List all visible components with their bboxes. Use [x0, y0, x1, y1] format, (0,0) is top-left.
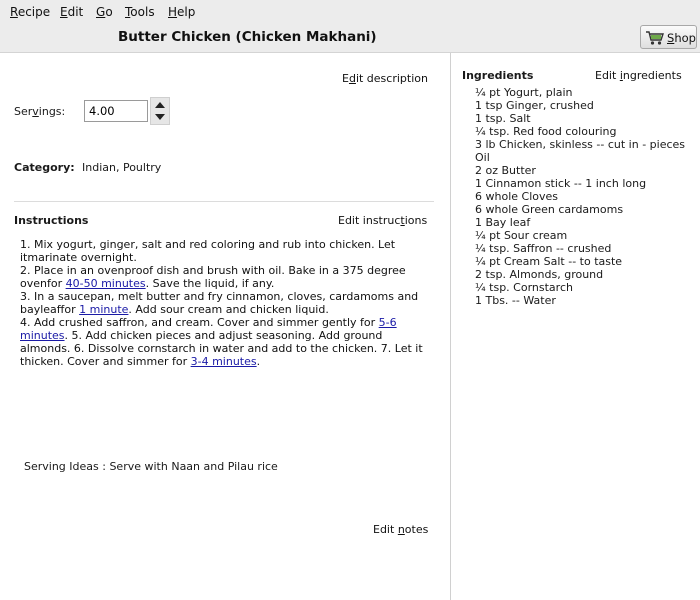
- recipe-header: [0, 24, 700, 53]
- ingredient-item: 1 Tbs. -- Water: [475, 294, 556, 307]
- instruction-text: . 5. Add chicken pieces and adjust seasoning. Add ground almonds. 6. Dissolve cornstarch in water and add to the chicken. 7. Let it thicken. Cover and simmer for: [20, 329, 423, 368]
- instruction-text: 3. In a saucepan, melt butter and fry cinnamon, cloves, cardamoms and bayleaffor: [20, 290, 419, 316]
- timer-link[interactable]: 1 minute: [79, 303, 129, 316]
- instruction-text: . Add sour cream and chicken liquid.: [128, 303, 329, 316]
- section-divider: [14, 201, 434, 202]
- edit-description-link[interactable]: Edit description: [342, 72, 428, 85]
- ingredient-item: 1 tsp. Salt: [475, 112, 531, 125]
- instruction-text: .: [256, 355, 261, 368]
- decrement-icon[interactable]: [155, 114, 165, 120]
- edit-instructions-link[interactable]: Edit instructions: [338, 214, 428, 227]
- ingredient-item: ¼ pt Cream Salt -- to taste: [475, 255, 623, 268]
- category-label: Category:: [14, 161, 75, 174]
- menu-go[interactable]: Go: [96, 5, 113, 19]
- edit-notes-link[interactable]: Edit notes: [373, 523, 429, 536]
- menu-help[interactable]: Help: [168, 5, 196, 19]
- menu-edit[interactable]: Edit: [60, 5, 84, 19]
- recipe-title: Butter Chicken (Chicken Makhani): [118, 29, 377, 45]
- ingredient-item: 6 whole Cloves: [475, 190, 558, 203]
- instruction-text: 1. Mix yogurt, ginger, salt and red coloring and rub into chicken. Let itmarinate overnight.: [20, 238, 396, 264]
- edit-ingredients-link[interactable]: Edit ingredients: [595, 69, 682, 82]
- ingredient-item: ¼ tsp. Cornstarch: [475, 281, 573, 294]
- ingredient-item: ¼ pt Sour cream: [475, 229, 568, 242]
- ingredients-heading: Ingredients: [462, 69, 534, 82]
- servings-spinner: [150, 97, 170, 125]
- instruction-text: 4. Add crushed saffron, and cream. Cover and simmer gently for: [20, 316, 379, 329]
- category-value: Indian, Poultry: [82, 161, 162, 174]
- servings-input[interactable]: [84, 100, 148, 122]
- shop-button[interactable]: [640, 25, 697, 49]
- menu-recipe[interactable]: Recipe: [10, 5, 51, 19]
- instruction-text: 2. Place in an ovenproof dish and brush with oil. Bake in a 375 degree ovenfor: [20, 264, 406, 290]
- timer-link[interactable]: 5-6 minutes: [20, 316, 397, 342]
- instructions-heading: Instructions: [14, 214, 89, 227]
- servings-label: Servings:: [14, 105, 66, 118]
- serving-ideas-note: Serving Ideas : Serve with Naan and Pilau rice: [24, 460, 278, 473]
- shopping-cart-icon: [645, 30, 665, 46]
- ingredient-item: 3 lb Chicken, skinless -- cut in - pieces Oil: [475, 138, 686, 164]
- ingredient-item: 1 Cinnamon stick -- 1 inch long: [475, 177, 647, 190]
- ingredient-item: ¼ tsp. Saffron -- crushed: [475, 242, 612, 255]
- increment-icon[interactable]: [155, 102, 165, 108]
- ingredient-item: 2 oz Butter: [475, 164, 536, 177]
- ingredient-item: 6 whole Green cardamoms: [475, 203, 624, 216]
- ingredient-item: 2 tsp. Almonds, ground: [475, 268, 604, 281]
- ingredient-item: 1 tsp Ginger, crushed: [475, 99, 594, 112]
- shop-label: Shop: [667, 31, 696, 45]
- instructions-text: [20, 238, 430, 368]
- ingredient-item: ¼ tsp. Red food colouring: [475, 125, 617, 138]
- timer-link[interactable]: 40-50 minutes: [65, 277, 146, 290]
- instruction-text: . Save the liquid, if any.: [145, 277, 275, 290]
- ingredients-list: [475, 86, 690, 307]
- menu-tools[interactable]: Tools: [125, 5, 155, 19]
- timer-link[interactable]: 3-4 minutes: [190, 355, 257, 368]
- ingredient-item: 1 Bay leaf: [475, 216, 531, 229]
- ingredient-item: ¼ pt Yogurt, plain: [475, 86, 573, 99]
- menu-bar: [0, 0, 700, 24]
